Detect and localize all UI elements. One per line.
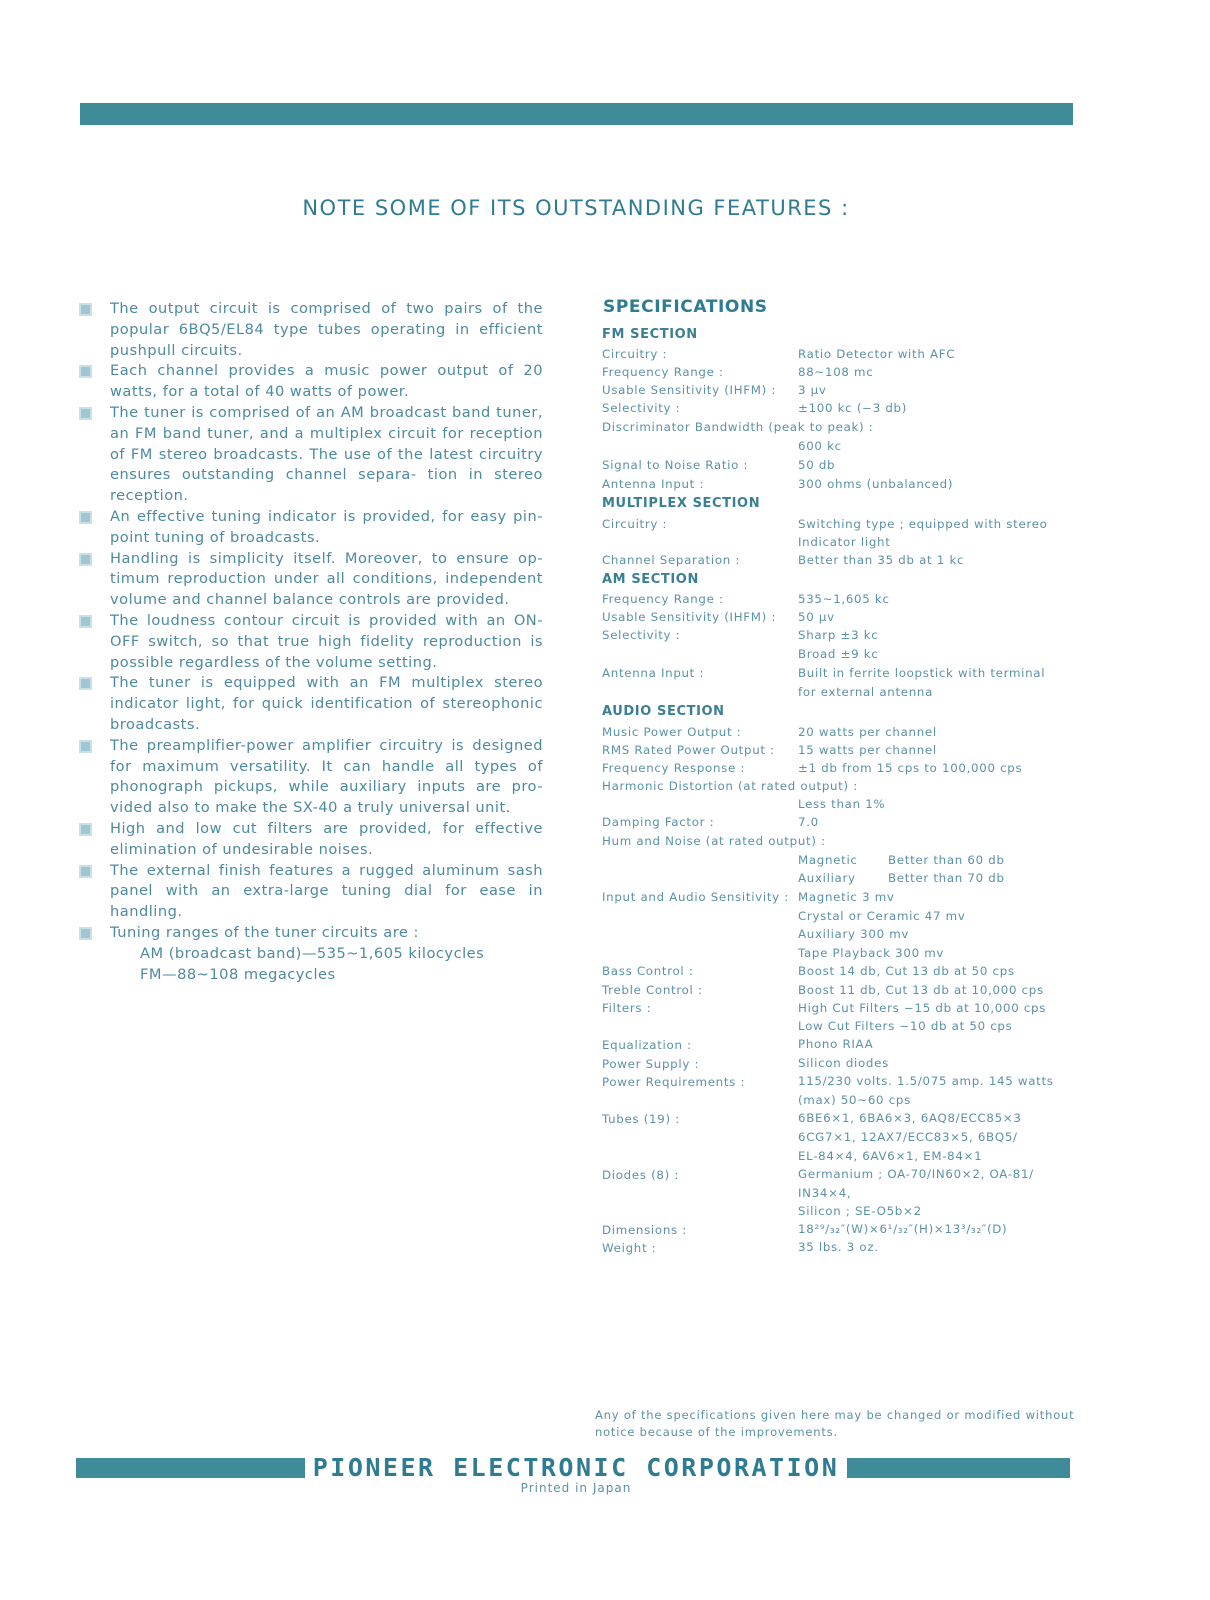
spec-value: High Cut Filters −15 db at 10,000 cps: [798, 1001, 1047, 1015]
spec-label: Antenna Input :: [602, 477, 705, 491]
spec-value: 6BE6×1, 6BA6×3, 6AQ8/ECC85×3: [798, 1111, 1022, 1125]
bullet-icon: [79, 823, 92, 836]
tuning-fm: FM—88∼108 megacycles: [140, 965, 336, 983]
spec-value: Less than 1%: [798, 797, 886, 811]
disclaimer: Any of the specifications given here may be changed or modified without notice because of the improvements.: [595, 1408, 1075, 1439]
spec-value: Boost 14 db, Cut 13 db at 50 cps: [798, 964, 1015, 978]
spec-value: Sharp ±3 kc: [798, 628, 879, 642]
spec-value: ±100 kc (−3 db): [798, 401, 908, 415]
spec-label: Discriminator Bandwidth (peak to peak) :: [602, 420, 874, 434]
feature-item: The output circuit is comprised of two pairs of the popular 6BQ5/EL84 type tubes operating in efficient pushpull circuits.: [78, 299, 543, 361]
spec-label: RMS Rated Power Output :: [602, 743, 775, 757]
spec-value: Indicator light: [798, 535, 891, 549]
bullet-icon: [79, 553, 92, 566]
spec-label: Signal to Noise Ratio :: [602, 458, 749, 472]
spec-label: Diodes (8) :: [602, 1168, 680, 1182]
spec-value: 300 ohms (unbalanced): [798, 477, 954, 491]
spec-value: Better than 70 db: [888, 871, 1005, 885]
spec-value: 15 watts per channel: [798, 743, 937, 757]
spec-label: Power Supply :: [602, 1057, 700, 1071]
brand-name: PIONEER ELECTRONIC CORPORATION: [305, 1453, 848, 1482]
spec-label: Circuitry :: [602, 517, 668, 531]
specs-title: SPECIFICATIONS: [603, 297, 768, 317]
spec-value: Broad ±9 kc: [798, 647, 879, 661]
spec-value: Magnetic: [798, 853, 858, 867]
spec-value: 535∼1,605 kc: [798, 592, 890, 606]
feature-item: Tuning ranges of the tuner circuits are : AM (broadcast band)—535∼1,605 kilocycles FM—88∼108 megacycles: [78, 923, 543, 985]
spec-label: Harmonic Distortion (at rated output) :: [602, 779, 858, 793]
top-band: [80, 103, 1073, 125]
spec-value: 50 μv: [798, 610, 835, 624]
multiplex-section-heading: MULTIPLEX SECTION: [602, 496, 761, 511]
spec-label: Selectivity :: [602, 628, 681, 642]
spec-label: Treble Control :: [602, 983, 703, 997]
spec-value: (max) 50∼60 cps: [798, 1093, 911, 1107]
spec-value: Built in ferrite loopstick with terminal: [798, 666, 1046, 680]
fm-section-heading: FM SECTION: [602, 327, 698, 342]
spec-value: Auxiliary: [798, 871, 856, 885]
spec-value: 115/230 volts. 1.5/075 amp. 145 watts: [798, 1074, 1054, 1088]
feature-item: The tuner is equipped with an FM multiplex stereo indicator light, for quick identification of stereophonic broadcasts.: [78, 673, 543, 735]
bullet-icon: [79, 365, 92, 378]
spec-value: Ratio Detector with AFC: [798, 347, 956, 361]
printed-note: Printed in Japan: [520, 1481, 632, 1495]
spec-value: IN34×4,: [798, 1186, 852, 1200]
spec-value: for external antenna: [798, 685, 934, 699]
spec-label: Channel Separation :: [602, 553, 741, 567]
spec-value: Phono RIAA: [798, 1037, 874, 1051]
spec-value: 35 lbs. 3 oz.: [798, 1240, 879, 1254]
spec-label: Equalization :: [602, 1038, 692, 1052]
spec-label: Music Power Output :: [602, 725, 742, 739]
spec-label: Frequency Range :: [602, 592, 724, 606]
tuning-am: AM (broadcast band)—535∼1,605 kilocycles: [140, 944, 485, 962]
feature-item: An effective tuning indicator is provided, for easy pin-point tuning of broadcasts.: [78, 507, 543, 549]
spec-label: Hum and Noise (at rated output) :: [602, 834, 826, 848]
spec-value: Silicon ; SE-O5b×2: [798, 1204, 922, 1218]
bullet-icon: [79, 407, 92, 420]
spec-value: Silicon diodes: [798, 1056, 889, 1070]
spec-value: 7.0: [798, 815, 819, 829]
spec-label: Tubes (19) :: [602, 1112, 680, 1126]
spec-label: Power Requirements :: [602, 1075, 746, 1089]
feature-item: Handling is simplicity itself. Moreover, to ensure op- timum reproduction under all conditions, independent volume and channel balance controls are provided.: [78, 549, 543, 611]
spec-value: Auxiliary 300 mv: [798, 927, 910, 941]
spec-label: Circuitry :: [602, 347, 668, 361]
spec-value: Germanium ; OA-70/IN60×2, OA-81/: [798, 1167, 1034, 1181]
spec-value: 6CG7×1, 12AX7/ECC83×5, 6BQ5/: [798, 1130, 1018, 1144]
spec-label: Input and Audio Sensitivity :: [602, 890, 789, 904]
bullet-icon: [79, 740, 92, 753]
spec-value: 3 μv: [798, 383, 827, 397]
spec-value: EL-84×4, 6AV6×1, EM-84×1: [798, 1149, 983, 1163]
spec-label: Usable Sensitivity (IHFM) :: [602, 383, 777, 397]
spec-value: 20 watts per channel: [798, 725, 937, 739]
feature-item: The loudness contour circuit is provided with an ON-OFF switch, so that true high fidelity reproduction is possible regardless of the volume setting.: [78, 611, 543, 673]
spec-label: Frequency Range :: [602, 365, 724, 379]
am-section-heading: AM SECTION: [602, 572, 699, 587]
spec-label: Selectivity :: [602, 401, 681, 415]
spec-value: Boost 11 db, Cut 13 db at 10,000 cps: [798, 983, 1044, 997]
bullet-icon: [79, 303, 92, 316]
bullet-icon: [79, 927, 92, 940]
feature-item: The tuner is comprised of an AM broadcast band tuner, an FM band tuner, and a multiplex circuit for reception of FM stereo broadcasts. The use of the latest circuitry ensures outstanding channel separa- tion in stereo reception.: [78, 403, 543, 507]
spec-value: 88∼108 mc: [798, 365, 874, 379]
spec-value: 600 kc: [798, 439, 842, 453]
spec-label: Bass Control :: [602, 964, 694, 978]
spec-value: Low Cut Filters −10 db at 50 cps: [798, 1019, 1013, 1033]
page-title: NOTE SOME OF ITS OUTSTANDING FEATURES :: [302, 196, 850, 220]
spec-value: ±1 db from 15 cps to 100,000 cps: [798, 761, 1023, 775]
spec-label: Weight :: [602, 1241, 657, 1255]
spec-value: Switching type ; equipped with stereo: [798, 517, 1048, 531]
bullet-icon: [79, 677, 92, 690]
spec-label: Filters :: [602, 1001, 652, 1015]
feature-item: High and low cut filters are provided, for effective elimination of undesirable noises.: [78, 819, 543, 861]
features-list: [78, 299, 543, 985]
spec-label: Usable Sensitivity (IHFM) :: [602, 610, 777, 624]
bullet-icon: [79, 511, 92, 524]
spec-value: 50 db: [798, 458, 836, 472]
bullet-icon: [79, 615, 92, 628]
bullet-icon: [79, 865, 92, 878]
feature-item: Each channel provides a music power output of 20 watts, for a total of 40 watts of power.: [78, 361, 543, 403]
spec-value: Better than 35 db at 1 kc: [798, 553, 965, 567]
feature-item: The preamplifier-power amplifier circuitry is designed for maximum versatility. It can handle all types of phonograph pickups, while auxiliary inputs are pro- vided also to make the SX-40 a truly universal unit.: [78, 736, 543, 819]
brand-banner: [0, 1453, 1152, 1482]
feature-item: The external finish features a rugged aluminum sash panel with an extra-large tuning dial for ease in handling.: [78, 861, 543, 923]
spec-value: Crystal or Ceramic 47 mv: [798, 909, 966, 923]
spec-value: Better than 60 db: [888, 853, 1005, 867]
spec-label: Dimensions :: [602, 1223, 687, 1237]
spec-value: Tape Playback 300 mv: [798, 946, 945, 960]
spec-label: Frequency Response :: [602, 761, 746, 775]
spec-value: Magnetic 3 mv: [798, 890, 895, 904]
spec-label: Antenna Input :: [602, 666, 705, 680]
spec-value: 18²⁹/₃₂″(W)×6¹/₃₂″(H)×13³/₃₂″(D): [798, 1222, 1008, 1236]
audio-section-heading: AUDIO SECTION: [602, 704, 725, 719]
spec-label: Damping Factor :: [602, 815, 715, 829]
